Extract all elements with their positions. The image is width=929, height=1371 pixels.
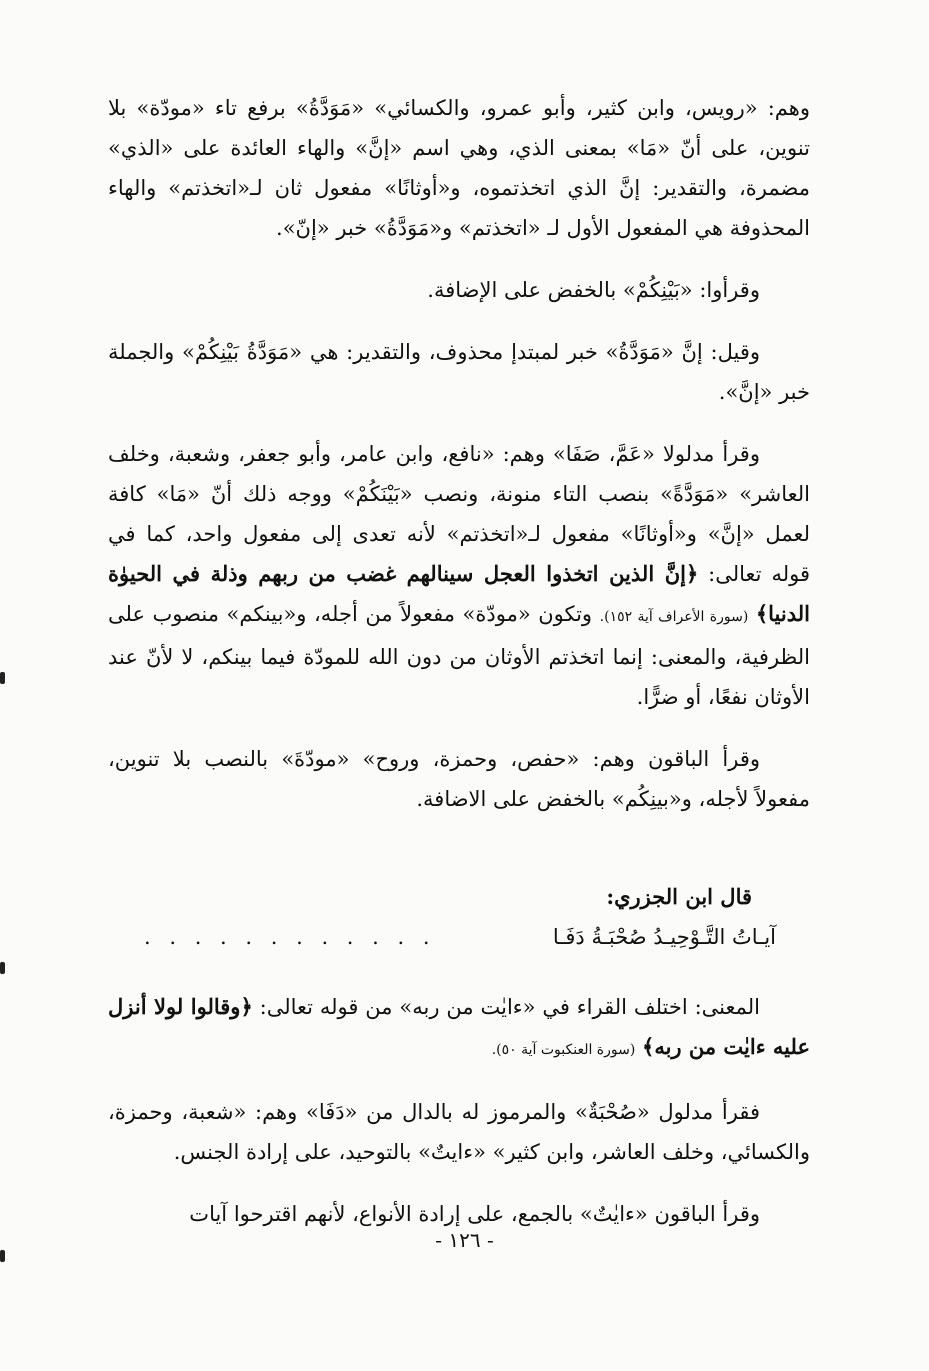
- paragraph-baqun-nasb: وقرأ الباقون وهم: «حفص، وحمزة، وروح» «مودّةَ» بالنصب بلا تنوين، مفعولاً لأجله، و«بينِكُم» بالخفض على الاضافة.: [108, 747, 810, 811]
- paragraph-readers-raf: وهم: «رويس، وابن كثير، وأبو عمرو، والكسائي» «مَوَدَّةُ» برفع تاء «مودّة» بلا تنوين، على أنّ «مَا» بمعنى الذي، وهي اسم «إنَّ» والهاء العائدة على «الذي» مضمرة، والتقدير: إنَّ الذي اتخذتموه، و«أوثانًا» مفعول ثان لـ«اتخذتم» والهاء المحذوفة هي المفعول الأول لـ «اتخذتم» و«مَوَدَّةُ» خبر «إنّ».: [108, 96, 810, 240]
- paragraph-nasb-tanwin: [108, 434, 810, 717]
- verse-reference: (سورة العنكبوت آية ٥٠).: [491, 1042, 636, 1058]
- paragraph-text: المعنى: اختلف القراء في «ءايٰت من ربه» من قوله تعالى:: [252, 995, 760, 1019]
- poem-ellipsis: . . . . . . . . . . . .: [144, 925, 436, 949]
- poem-line: [144, 917, 776, 957]
- quran-verse-araf: ﴿إنَّ الذين اتخذوا العجل سينالهم غضب من ربهم وذلة في الحيوٰة الدنيا﴾: [108, 561, 810, 626]
- poem-verse: آيـاتُ التَّـوْحِيـدُ صُحْبَـةُ دَفَـا: [552, 925, 776, 949]
- page-body: [108, 88, 810, 1256]
- scan-edge-mark: [0, 1250, 5, 1262]
- poem-heading: قال ابن الجزري:: [606, 884, 752, 909]
- page-number: - ١٢٦ -: [435, 1228, 494, 1252]
- paragraph-mubtada: وقيل: إنَّ «مَوَدَّةُ» خبر لمبتدإ محذوف، والتقدير: هي «مَوَدَّةُ بَيْنِكُمْ» والجملة خبر «إنَّ».: [108, 340, 810, 404]
- quran-verse-ankabut: ﴿وقالوا لولا أنزل عليه ءايٰت من ربه﴾: [108, 994, 810, 1059]
- paragraph-jam: وقرأ الباقون «ءايٰتٌ» بالجمع، على إرادة الأنواع، لأنهم اقترحوا آيات: [189, 1202, 760, 1226]
- paragraph-tawhid: فقرأ مدلول «صُحْبَةٌ» والمرموز له بالدال من «دَفَا» وهم: «شعبة، وحمزة، والكسائي، وخلف العاشر، وابن كثير» «ءايتٌ» بالتوحيد، على إرادة الجنس.: [108, 1100, 810, 1164]
- scan-edge-mark: [0, 672, 5, 684]
- paragraph-text: وقرأ مدلولا «عَمَّ، صَفَا» وهم: «نافع، وابن عامر، وأبو جعفر، وشعبة، وخلف العاشر» «مَوَدَّةً» بنصب التاء منونة، ونصب «بَيْنَكُمْ» ووجه ذلك أنّ «مَا» كافة لعمل «إنَّ» و«أوثانًا» مفعول لـ«اتخذتم» لأنه تعدى إلى مفعول واحد، كما في قوله تعالى:: [108, 442, 810, 586]
- paragraph-meaning: [108, 987, 810, 1070]
- verse-reference: (سورة الأعراف آية ١٥٢).: [599, 609, 749, 625]
- scan-edge-mark: [0, 962, 5, 974]
- paragraph-text: وتكون «مودّة» مفعولاً من أجله، و«بينكم» منصوب على الظرفية، والمعنى: إنما اتخذتم الأوثان من دون الله للمودّة فيما بينكم، لا لأنّ عند الأوثان نفعًا، أو ضرًّا.: [108, 602, 810, 709]
- paragraph-khafd: وقرأوا: «بَيْنِكُمْ» بالخفض على الإضافة.: [427, 278, 760, 302]
